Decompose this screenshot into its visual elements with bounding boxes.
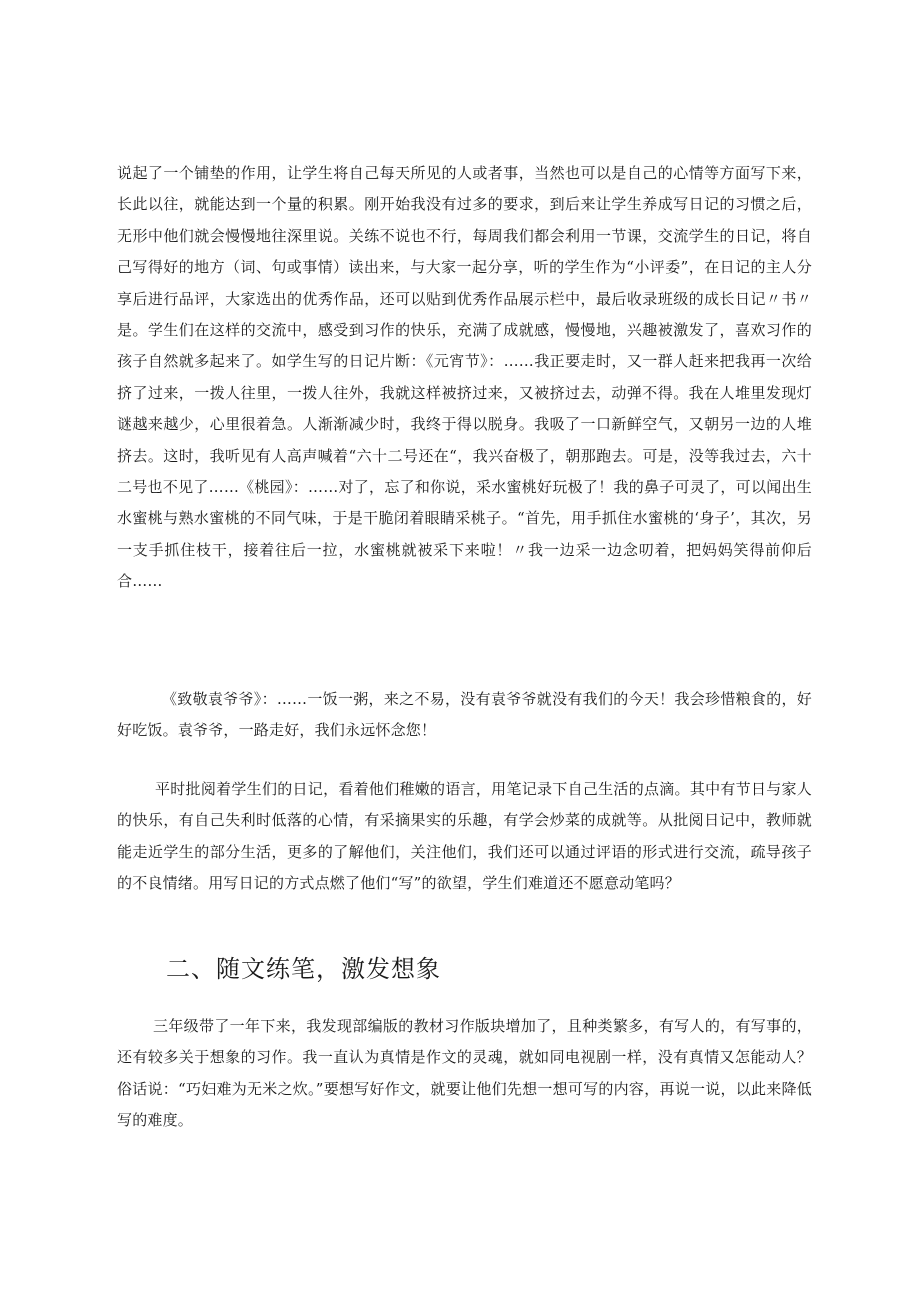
body-paragraph-diary: 说起了一个铺垫的作用，让学生将自己每天所见的人或者事，当然也可以是自己的心情等方面写下来，长此以往，就能达到一个量的积累。刚开始我没有过多的要求，到后来让学生养成写日记的习惯之后，无形中他们就会慢慢地往深里说。关练不说也不行，每周我们都会利用一节课，交流学生的日记，将自己写得好的地方（词、句或事情）读出来，与大家一起分享，听的学生作为“小评委”，在日记的主人分享后进行品评，大家选出的优秀作品，还可以贴到优秀作品展示栏中，最后收录班级的成长日记〃书〃是。学生们在这样的交流中，感受到习作的快乐，充满了成就感，慢慢地，兴趣被激发了，喜欢习作的孩子自然就多起来了。如学生写的日记片断：《元宵节》：……我正要走时，又一群人赶来把我再一次给挤了过来，一拨人往里，一拨人往外，我就这样被挤过来，又被挤过去，动弹不得。我在人堆里发现灯谜越来越少，心里很着急。人渐渐减少时，我终于得以脱身。我吸了一口新鲜空气，又朝另一边的人堆挤去。这时，我听见有人高声喊着“六十二号还在“，我兴奋极了，朝那跑去。可是，没等我过去，六十二号也不见了……《桃园》：……对了，忘了和你说，采水蜜桃好玩极了！我的鼻子可灵了，可以闻出生水蜜桃与熟水蜜桃的不同气味，于是干脆闭着眼睛采桃子。“首先，用手抓住水蜜桃的‘身子’，其次，另一支手抓住枝干，接着往后一拉，水蜜桃就被采下来啦！〃我一边采一边念叨着，把妈妈笑得前仰后合…… xyxy=(117,164,812,591)
body-paragraph-tribute: 《致敬袁爷爷》：……一饭一粥，来之不易，没有袁爷爷就没有我们的今天！我会珍惜粮食的，好好吃饭。袁爷爷，一路走好，我们永远怀念您！ xyxy=(117,690,812,740)
body-paragraph-review: 平时批阅着学生们的日记，看着他们稚嫩的语言，用笔记录下自己生活的点滴。其中有节日与家人的快乐，有自己失利时低落的心情，有采摘果实的乐趣，有学会炒菜的成就等。从批阅日记中，教师就能走近学生的部分生活，更多的了解他们，关注他们，我们还可以通过评语的形式进行交流，疏导孩子的不良情绪。用写日记的方式点燃了他们“写”的欲望，学生们难道还不愿意动笔吗？ xyxy=(117,780,812,893)
section-heading: 二、随文练笔，激发想象 xyxy=(166,955,441,983)
body-paragraph-section: 三年级带了一年下来，我发现部编版的教材习作版块增加了，且种类繁多，有写人的，有写事的，还有较多关于想象的习作。我一直认为真情是作文的灵魂，就如同电视剧一样，没有真情又怎能动人？俗话说：“巧妇难为无米之炊。”要想写好作文，就要让他们先想一想可写的内容，再说一说，以此来降低写的难度。 xyxy=(117,1017,812,1130)
